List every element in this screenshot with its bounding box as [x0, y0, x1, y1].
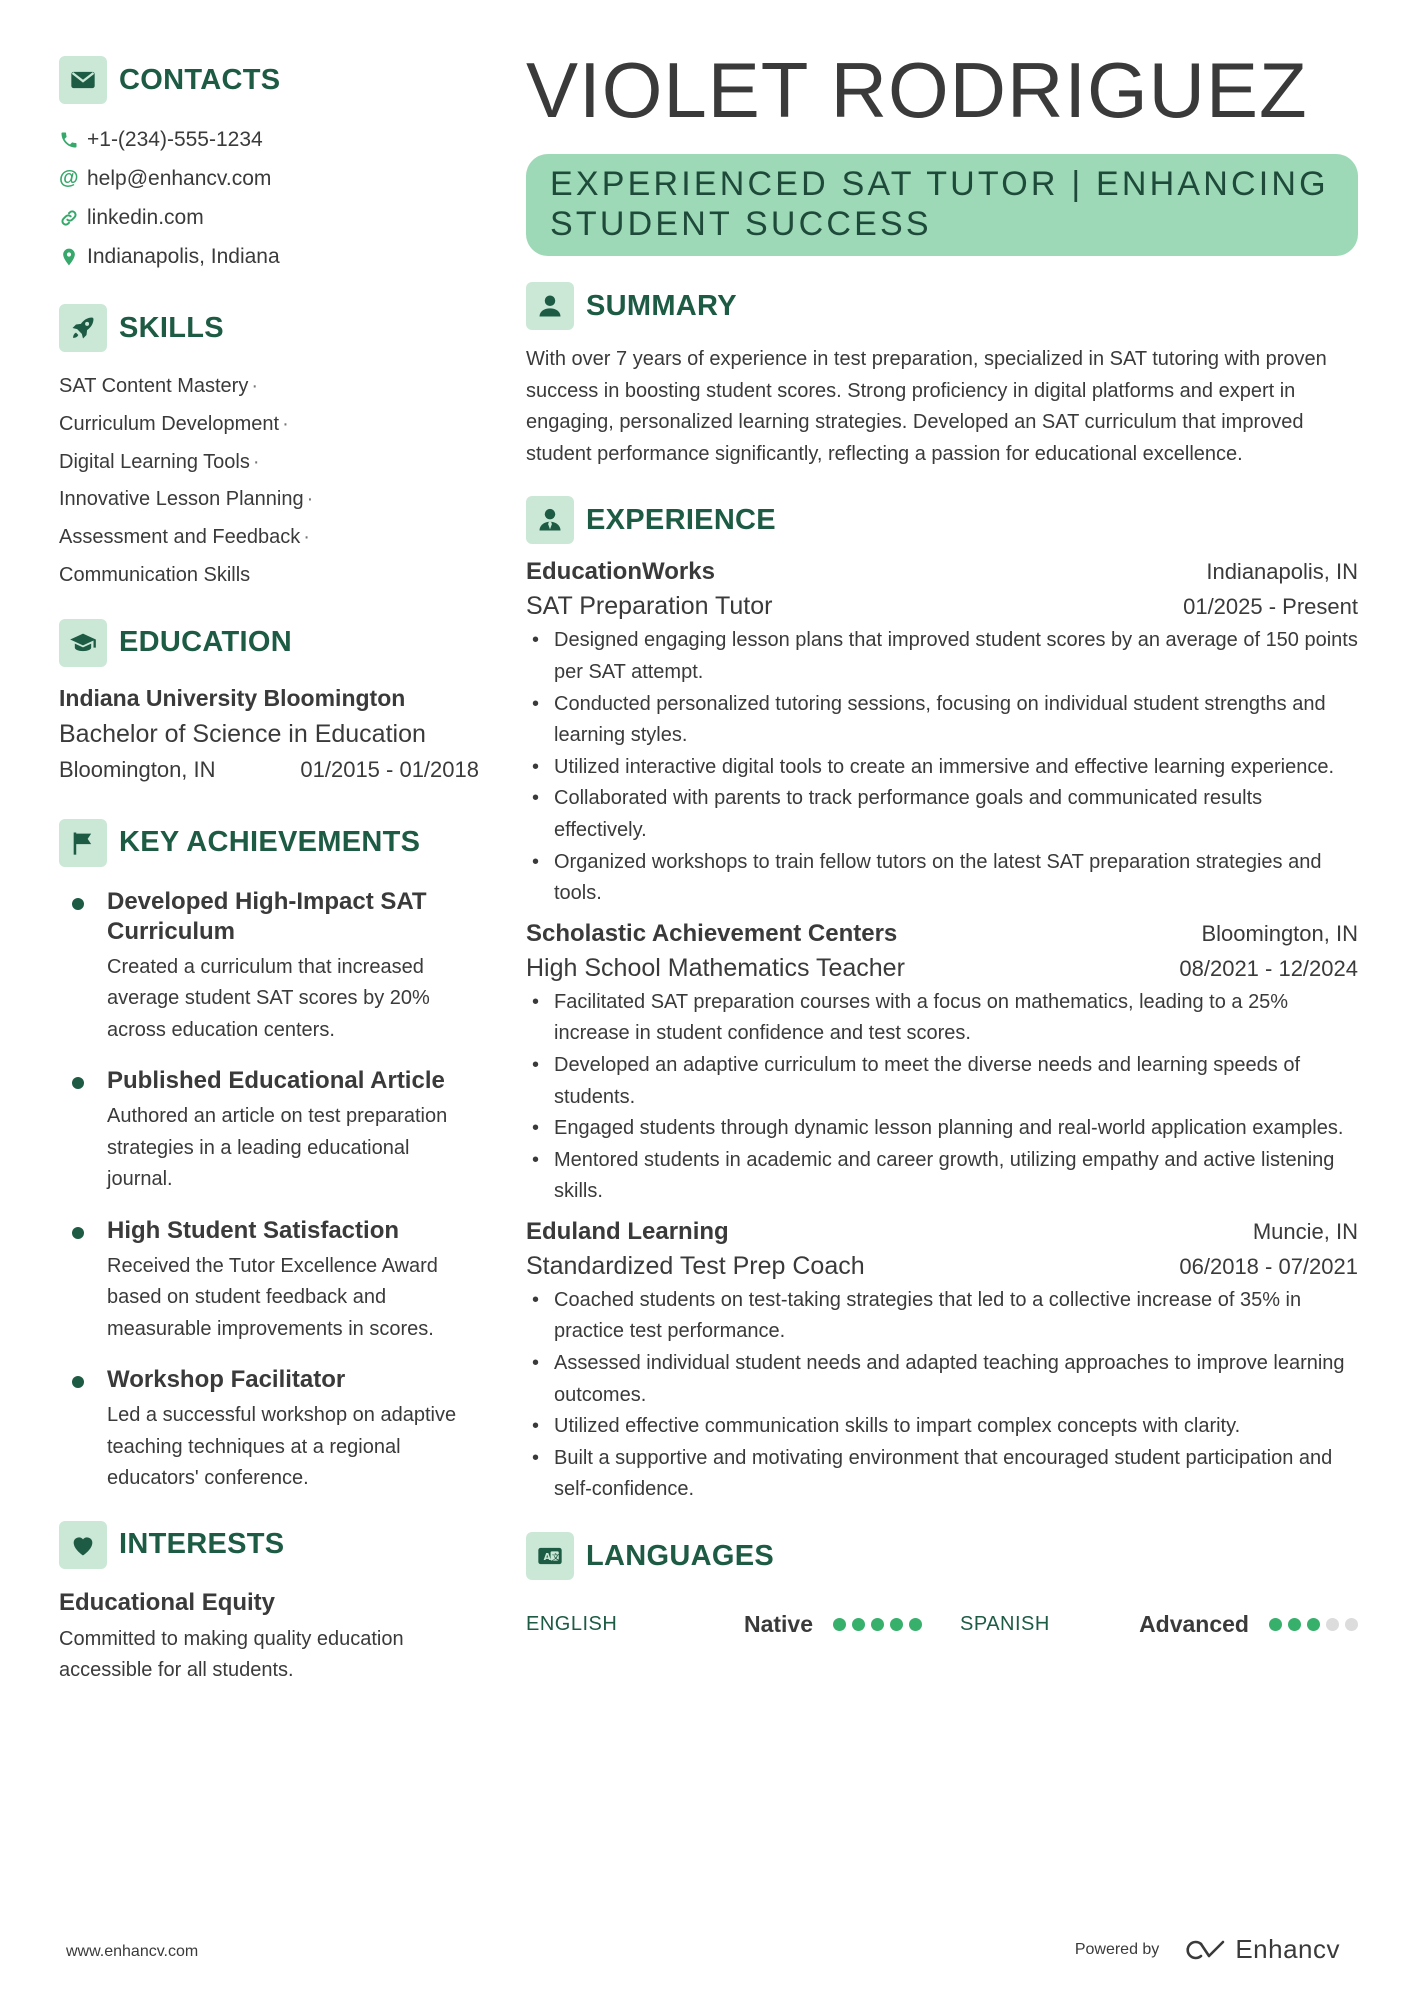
- flag-icon: [59, 819, 107, 867]
- contact-location-text: Indianapolis, Indiana: [87, 244, 280, 268]
- location-pin-icon: [59, 245, 83, 269]
- candidate-title: EXPERIENCED SAT TUTOR | ENHANCING STUDENT SUCCESS: [526, 154, 1358, 256]
- rating-dot: [833, 1618, 846, 1631]
- language-rating: [1269, 1618, 1358, 1631]
- job-bullet: • Collaborated with parents to track performance goals and communicated results effectively.: [526, 783, 1358, 846]
- job-bullet: • Engaged students through dynamic lesson planning and real-world application examples.: [526, 1113, 1358, 1145]
- achievement-desc: Received the Tutor Excellence Award based on student feedback and measurable improvements in scores.: [107, 1254, 438, 1340]
- summary-section-header: [526, 282, 1358, 330]
- contact-email[interactable]: [59, 159, 479, 198]
- user-icon: [526, 282, 574, 330]
- contact-phone-text: +1-(234)-555-1234: [87, 127, 263, 151]
- footer-website[interactable]: www.enhancv.com: [66, 1943, 199, 1960]
- heart-icon: [59, 1521, 107, 1569]
- languages-heading: LANGUAGES: [586, 1539, 774, 1572]
- contact-linkedin-text: linkedin.com: [87, 205, 204, 229]
- rating-dot: [1307, 1618, 1320, 1631]
- skill-item: Assessment and Feedback ·: [59, 526, 310, 549]
- job-bullet: • Conducted personalized tutoring sessions, focusing on individual student strengths and learning styles.: [526, 689, 1358, 752]
- education-heading: EDUCATION: [119, 626, 292, 659]
- job-location: Muncie, IN: [1252, 1218, 1358, 1244]
- contact-email-text: help@enhancv.com: [87, 166, 272, 190]
- education-dates: 01/2015 - 01/2018: [300, 756, 479, 782]
- language-item: [526, 1611, 922, 1638]
- powered-by-text: Powered by: [1074, 1940, 1160, 1958]
- contact-linkedin[interactable]: [59, 198, 479, 237]
- link-icon: [59, 206, 83, 230]
- enhancv-brand-text: Enhancv: [1235, 1934, 1340, 1964]
- language-level: Advanced: [1139, 1610, 1249, 1637]
- job-role: High School Mathematics Teacher: [526, 953, 905, 982]
- job-bullets: [526, 625, 1358, 909]
- rating-dot: [871, 1618, 884, 1631]
- job-role: SAT Preparation Tutor: [526, 592, 773, 621]
- experience-section-header: [526, 496, 1358, 544]
- achievement-title: High Student Satisfaction: [107, 1216, 400, 1244]
- achievements-list: [59, 887, 479, 1495]
- experience-heading: EXPERIENCE: [586, 503, 776, 536]
- job-dates: 08/2021 - 12/2024: [1179, 955, 1358, 981]
- skill-item: Curriculum Development ·: [59, 412, 289, 435]
- achievement-desc: Created a curriculum that increased average student SAT scores by 20% across education centers.: [107, 955, 430, 1041]
- graduation-cap-icon: [59, 619, 107, 667]
- job-entry: [526, 558, 1358, 909]
- user-tie-icon: [526, 496, 574, 544]
- job-role: Standardized Test Prep Coach: [526, 1251, 865, 1280]
- skill-item: SAT Content Mastery ·: [59, 375, 259, 397]
- svg-text:文: 文: [551, 1552, 560, 1562]
- job-company: Eduland Learning: [526, 1217, 729, 1245]
- skill-item: Communication Skills: [59, 563, 251, 586]
- job-bullet: • Coached students on test-taking strategies that led to a collective increase of 35% in practice test performance.: [526, 1285, 1358, 1348]
- bullet-dot: [72, 1376, 84, 1388]
- skill-item: Innovative Lesson Planning ·: [59, 488, 314, 511]
- rocket-icon: [59, 304, 107, 352]
- achievement-desc: Led a successful workshop on adaptive teaching techniques at a regional educators' conference.: [107, 1404, 457, 1490]
- language-level: Native: [743, 1610, 813, 1637]
- job-bullet: • Assessed individual student needs and adapted teaching approaches to improve learning outcomes.: [526, 1348, 1358, 1411]
- contacts-heading: CONTACTS: [119, 63, 281, 96]
- rating-dot: [1326, 1618, 1339, 1631]
- job-dates: 06/2018 - 07/2021: [1179, 1253, 1358, 1279]
- job-entry: [526, 920, 1358, 1208]
- summary-heading: SUMMARY: [586, 289, 737, 322]
- achievement-title: Published Educational Article: [107, 1067, 445, 1095]
- rating-dot: [1288, 1618, 1301, 1631]
- left-column: [59, 56, 479, 1686]
- skills-list: [59, 368, 479, 595]
- job-bullet: • Utilized interactive digital tools to create an immersive and effective learning experience.: [526, 752, 1358, 784]
- footer-branding: [1075, 1934, 1340, 1965]
- achievement-item: [59, 1365, 479, 1495]
- languages-section-header: [526, 1532, 1358, 1580]
- language-rating: [833, 1618, 922, 1631]
- candidate-name: VIOLET RODRIGUEZ: [526, 46, 1308, 134]
- svg-text:A: A: [543, 1552, 551, 1564]
- interests-heading: INTERESTS: [119, 1528, 285, 1561]
- languages-row: [526, 1608, 1358, 1640]
- achievement-desc: Authored an article on test preparation strategies in a leading educational journal.: [107, 1105, 448, 1191]
- rating-dot: [1345, 1618, 1358, 1631]
- job-company: EducationWorks: [526, 558, 715, 586]
- contact-phone[interactable]: [59, 120, 479, 159]
- job-location: Bloomington, IN: [1201, 920, 1358, 946]
- job-bullet: • Facilitated SAT preparation courses with a focus on mathematics, leading to a 25% increase in student confidence and test scores.: [526, 987, 1358, 1050]
- job-location: Indianapolis, IN: [1206, 559, 1358, 585]
- interest-desc: Committed to making quality education accessible for all students.: [59, 1627, 404, 1681]
- right-column: [526, 46, 1358, 1640]
- bullet-dot: [72, 1077, 84, 1089]
- job-bullet: • Organized workshops to train fellow tutors on the latest SAT preparation strategies and tools.: [526, 847, 1358, 910]
- achievement-item: [59, 1066, 479, 1196]
- job-bullet: • Designed engaging lesson plans that improved student scores by an average of 150 points per SAT attempt.: [526, 625, 1358, 688]
- achievements-heading: KEY ACHIEVEMENTS: [119, 826, 421, 859]
- achievement-title: Developed High-Impact SAT Curriculum: [107, 887, 427, 945]
- language-icon: [526, 1532, 574, 1580]
- rating-dot: [852, 1618, 865, 1631]
- job-company: Scholastic Achievement Centers: [526, 919, 898, 947]
- language-item: [960, 1611, 1358, 1638]
- job-bullet: • Utilized effective communication skills to impart complex concepts with clarity.: [526, 1411, 1358, 1443]
- job-bullets: [526, 1285, 1358, 1506]
- rating-dot: [1269, 1618, 1282, 1631]
- interest-title: Educational Equity: [59, 1588, 276, 1616]
- education-location: Bloomington, IN: [59, 756, 216, 782]
- enhancv-logo-icon: [1183, 1938, 1227, 1962]
- language-name: ENGLISH: [526, 1612, 618, 1635]
- education-meta: [59, 757, 479, 783]
- skill-item: Digital Learning Tools ·: [59, 450, 260, 473]
- education-school: Indiana University Bloomington: [59, 684, 406, 711]
- rating-dot: [909, 1618, 922, 1631]
- bullet-dot: [72, 898, 84, 910]
- skills-heading: SKILLS: [119, 311, 224, 344]
- envelope-icon: [59, 56, 107, 104]
- interests-section-header: [59, 1521, 479, 1569]
- achievement-title: Workshop Facilitator: [107, 1366, 346, 1394]
- rating-dot: [890, 1618, 903, 1631]
- achievement-item: [59, 1216, 479, 1346]
- education-section-header: [59, 619, 479, 667]
- at-icon: @: [59, 167, 79, 189]
- job-bullets: [526, 987, 1358, 1208]
- job-entry: [526, 1218, 1358, 1506]
- bullet-dot: [72, 1227, 84, 1239]
- language-name: SPANISH: [960, 1612, 1050, 1635]
- education-degree: Bachelor of Science in Education: [59, 719, 426, 748]
- job-bullet: • Developed an adaptive curriculum to meet the diverse needs and learning speeds of students.: [526, 1050, 1358, 1113]
- contact-location: [59, 237, 479, 276]
- achievement-item: [59, 887, 479, 1047]
- job-bullet: • Built a supportive and motivating environment that encouraged student participation and self-confidence.: [526, 1443, 1358, 1506]
- job-dates: 01/2025 - Present: [1183, 594, 1358, 620]
- job-bullet: • Mentored students in academic and career growth, utilizing empathy and active listening skills.: [526, 1145, 1358, 1208]
- achievements-section-header: [59, 819, 479, 867]
- skills-section-header: [59, 304, 479, 352]
- phone-icon: [59, 128, 83, 152]
- contacts-section-header: [59, 56, 479, 104]
- summary-text: With over 7 years of experience in test preparation, specialized in SAT tutoring with proven success in boosting student scores. Strong proficiency in digital platforms and expert in engaging, personalized learning strategies. Developed an SAT curriculum that improved student performance significantly, reflecting a passion for educational excellence.: [526, 348, 1327, 465]
